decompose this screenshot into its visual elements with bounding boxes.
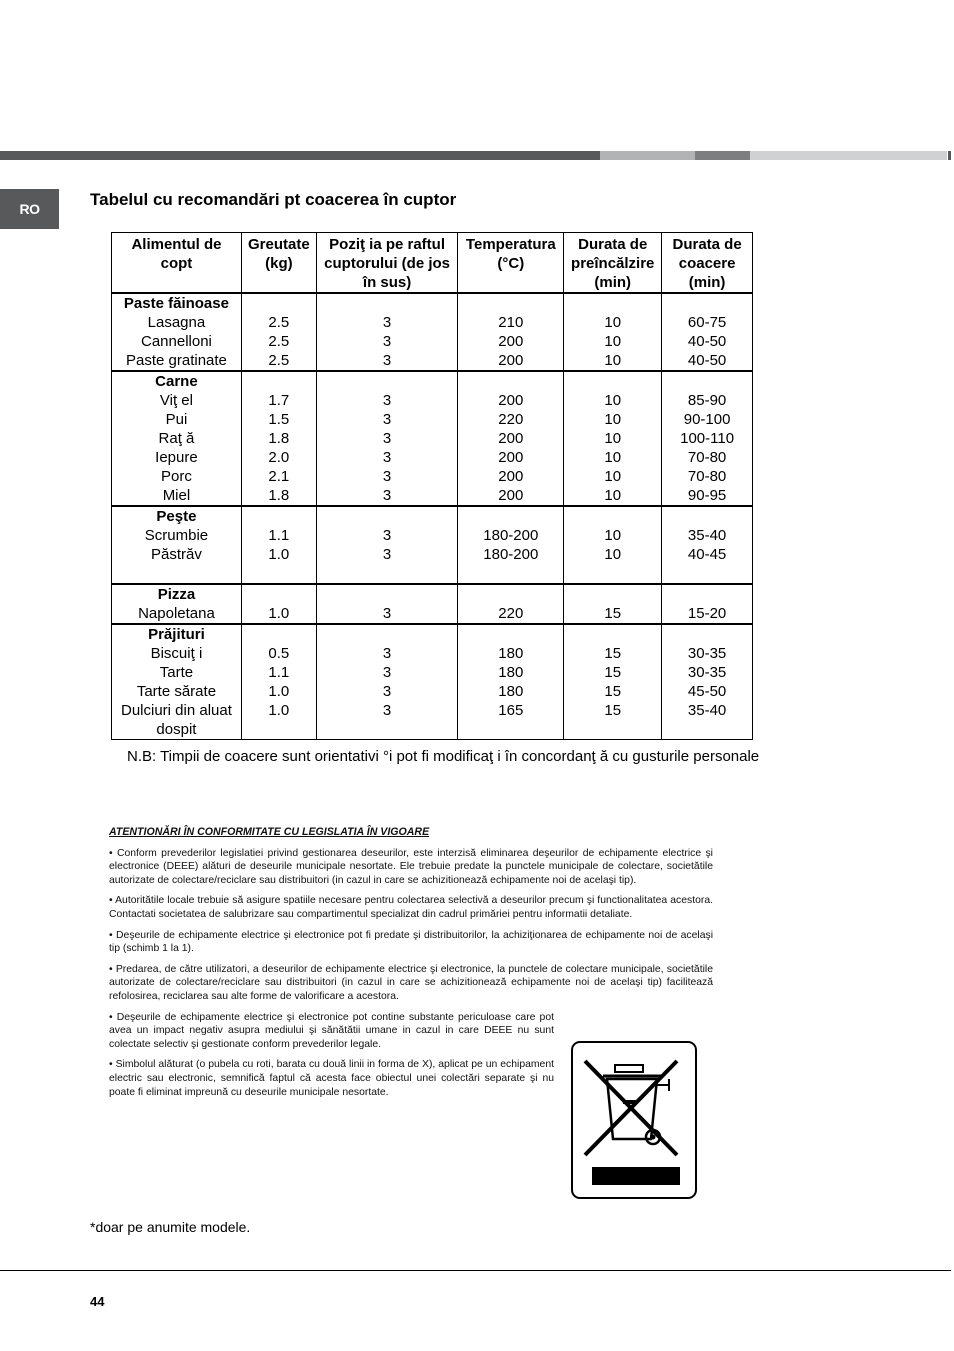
category-spacer — [244, 294, 314, 313]
category-label: Pizza — [157, 586, 196, 603]
cell-food — [112, 371, 242, 506]
category-spacer — [460, 625, 561, 644]
cell-value-rack: 3 — [382, 411, 392, 428]
cell-value-weight: 1.8 — [268, 430, 290, 447]
cell-value-rack — [319, 720, 456, 739]
cell-value-temperature: 180 — [498, 664, 524, 681]
table-header-row — [112, 233, 753, 294]
cell-value-food: Porc — [161, 468, 192, 485]
cell-preheat — [564, 584, 662, 624]
cell-value-temperature: 220 — [498, 411, 524, 428]
cell-value-rack: 3 — [382, 605, 392, 622]
cell-value-temperature — [460, 720, 561, 739]
cell-value-rack: 3 — [382, 314, 392, 331]
cell-value-food: Biscuiţ i — [150, 645, 203, 662]
cell-rack — [316, 584, 458, 624]
cell-value-food: Păstrăv — [151, 546, 202, 563]
note-text: N.B: Timpii de coacere sunt orientativi °i pot fi modificaţ i în concordanţ ă cu gusturile personale — [127, 748, 760, 765]
cell-value-preheat: 10 — [604, 527, 622, 544]
cell-value-food: Iepure — [155, 449, 198, 466]
cell-value-weight: 1.0 — [268, 683, 290, 700]
legal-paragraph: • Autoritătile locale trebuie să asigure spatiile necesare pentru colectarea selectivă a deseurilor precum şi functionalitatea acestora. Contactati societatea de salubrizare sau compartimentul specializat din cadrul primăriei pentru informatii detaliate. — [109, 895, 713, 920]
cell-value-rack: 3 — [382, 449, 392, 466]
header-bar-segment — [750, 151, 947, 160]
cell-cook-time — [662, 371, 753, 506]
cell-preheat — [564, 371, 662, 506]
cell-weight — [241, 293, 316, 371]
cell-value-weight: 1.8 — [268, 487, 290, 504]
category-spacer — [244, 585, 314, 604]
cell-value-cook-time: 15-20 — [687, 605, 727, 622]
category-label: Carne — [155, 373, 198, 390]
cell-value-rack: 3 — [382, 527, 392, 544]
header-bar-segment — [600, 151, 695, 160]
cell-value-cook-time — [664, 564, 750, 583]
category-spacer — [460, 507, 561, 526]
cell-value-preheat: 10 — [604, 314, 622, 331]
cell-rack — [316, 506, 458, 584]
table-group-row — [112, 371, 753, 506]
cell-value-weight: 1.1 — [268, 527, 290, 544]
cell-rack — [316, 624, 458, 740]
cell-preheat — [564, 506, 662, 584]
cell-value-preheat: 10 — [604, 449, 622, 466]
cell-value-rack: 3 — [382, 546, 392, 563]
cell-food — [112, 506, 242, 584]
cell-value-cook-time: 85-90 — [687, 392, 727, 409]
cell-value-temperature: 200 — [498, 449, 524, 466]
cell-value-cook-time: 30-35 — [687, 645, 727, 662]
cell-value-cook-time: 40-45 — [687, 546, 727, 563]
cell-value-preheat: 15 — [604, 664, 622, 681]
cell-value-rack: 3 — [382, 683, 392, 700]
cell-value-cook-time: 100-110 — [680, 430, 735, 447]
cell-value-rack: 3 — [382, 487, 392, 504]
category-spacer — [244, 372, 314, 391]
cell-value-cook-time: 35-40 — [687, 702, 727, 719]
cell-value-cook-time: 35-40 — [687, 527, 727, 544]
cell-value-preheat: 10 — [604, 487, 622, 504]
weee-crossed-bin-icon — [571, 1041, 697, 1199]
category-label: Peşte — [156, 508, 197, 525]
cell-value-rack: 3 — [382, 430, 392, 447]
cell-food — [112, 584, 242, 624]
category-spacer — [664, 585, 750, 604]
cell-value-cook-time: 90-100 — [683, 411, 731, 428]
cell-value-temperature: 220 — [498, 605, 524, 622]
cell-value-preheat: 10 — [604, 430, 622, 447]
cell-value-weight: 2.1 — [268, 468, 290, 485]
cell-value-temperature — [460, 564, 561, 583]
cell-cook-time — [662, 584, 753, 624]
header-bar-segment — [0, 151, 600, 160]
footnote: *doar pe anumite modele. — [90, 1219, 251, 1235]
cell-value-temperature: 200 — [498, 333, 524, 350]
cell-value-cook-time: 30-35 — [687, 664, 727, 681]
category-spacer — [460, 585, 561, 604]
cell-food — [112, 624, 242, 740]
cell-value-preheat — [566, 564, 659, 583]
cell-value-temperature: 165 — [498, 702, 524, 719]
cell-value-temperature: 200 — [498, 352, 524, 369]
cell-value-temperature: 200 — [498, 487, 524, 504]
cell-value-rack: 3 — [382, 468, 392, 485]
cell-temperature — [458, 624, 564, 740]
cell-value-weight: 2.5 — [268, 333, 290, 350]
header-color-bar — [0, 151, 954, 160]
category-spacer — [319, 585, 456, 604]
cell-value-weight: 2.0 — [268, 449, 290, 466]
category-spacer — [566, 585, 659, 604]
category-spacer — [319, 625, 456, 644]
cell-weight — [241, 584, 316, 624]
cell-value-weight: 1.0 — [268, 702, 290, 719]
cell-value-food: Napoletana — [138, 605, 215, 622]
cell-preheat — [564, 624, 662, 740]
cell-value-preheat: 10 — [604, 352, 622, 369]
cell-value-cook-time: 60-75 — [687, 314, 727, 331]
cell-value-food: Miel — [162, 487, 191, 504]
cell-cook-time — [662, 506, 753, 584]
cell-value-cook-time: 70-80 — [687, 468, 727, 485]
cell-value-cook-time: 45-50 — [687, 683, 727, 700]
cell-value-temperature: 200 — [498, 430, 524, 447]
cell-value-rack: 3 — [382, 664, 392, 681]
table-group-row — [112, 624, 753, 740]
col-header-preheat: Durata de preîncălzire (min) — [564, 233, 662, 294]
header-bar-segment — [948, 151, 951, 160]
category-label: Prăjituri — [148, 626, 205, 643]
cell-value-preheat: 10 — [604, 411, 622, 428]
cell-rack — [316, 371, 458, 506]
table-body — [112, 293, 753, 740]
cell-weight — [241, 624, 316, 740]
legal-paragraph: • Deşeurile de echipamente electrice şi electronice pot fi predate şi distribuitorilor, la achiziţionarea de echipamente noi de acelaşi tip (schimb 1 la 1). — [109, 929, 713, 955]
col-header-cook: Durata de coacere (min) — [662, 233, 753, 294]
cell-value-preheat: 15 — [604, 605, 622, 622]
page-number: 44 — [90, 1294, 105, 1309]
legal-paragraph: • Simbolul alăturat (o pubela cu roti, barata cu două linii in forma de X), aplicat pe un echipament electric sau electronic, semnifică faptul că acesta face obiectul unei colectări separate şi nu poate fi eliminat impreună cu deseurile municipale nesortate. — [109, 1059, 554, 1098]
category-spacer — [460, 372, 561, 391]
cell-value-rack: 3 — [382, 392, 392, 409]
cell-cook-time — [662, 293, 753, 371]
cell-value-temperature: 210 — [498, 314, 524, 331]
cell-value-food: Paste gratinate — [125, 352, 227, 369]
cell-value-rack: 3 — [382, 702, 392, 719]
cell-value-food: Scrumbie — [144, 527, 209, 544]
cell-value-weight: 1.0 — [268, 546, 290, 563]
header-bar-segment — [695, 151, 750, 160]
cell-value-preheat — [566, 720, 659, 739]
cell-value-weight: 0.5 — [268, 645, 290, 662]
cell-value-food: Viţ el — [159, 392, 193, 409]
legal-paragraph: • Deşeurile de echipamente electrice şi electronice pot contine substante periculoase care pot avea un impact negativ asupra mediului şi sănătătii umane in cazul in care DEEE nu sunt colectate selectiv şi gestionate conform prevederilor legale. — [109, 1011, 554, 1050]
cell-value-rack: 3 — [382, 352, 392, 369]
col-header-food: Alimentul de copt — [112, 233, 242, 294]
language-tab: RO — [0, 189, 59, 229]
cell-weight — [241, 506, 316, 584]
cell-rack — [316, 293, 458, 371]
category-spacer — [664, 372, 750, 391]
cell-value-rack: 3 — [382, 333, 392, 350]
cell-value-food: Tarte sărate — [136, 683, 217, 700]
baking-table — [111, 232, 753, 740]
cell-cook-time — [662, 624, 753, 740]
cell-value-weight: 2.5 — [268, 352, 290, 369]
cell-value-cook-time: 90-95 — [687, 487, 727, 504]
col-header-weight: Greutate (kg) — [241, 233, 316, 294]
cell-preheat — [564, 293, 662, 371]
cell-value-weight: 1.5 — [268, 411, 290, 428]
cell-value-preheat: 15 — [604, 645, 622, 662]
cell-value-food: Pui — [165, 411, 188, 428]
cell-value-weight: 2.5 — [268, 314, 290, 331]
cell-temperature — [458, 584, 564, 624]
category-spacer — [664, 625, 750, 644]
cell-value-cook-time — [664, 720, 750, 739]
category-spacer — [319, 372, 456, 391]
cell-value-weight: 1.1 — [268, 664, 290, 681]
cell-value-temperature: 200 — [498, 468, 524, 485]
cell-value-rack: 3 — [382, 645, 392, 662]
table-group-row — [112, 584, 753, 624]
category-label: Paste făinoase — [123, 295, 229, 312]
cell-value-cook-time: 70-80 — [687, 449, 727, 466]
cell-value-preheat: 10 — [604, 333, 622, 350]
category-spacer — [319, 294, 456, 313]
weee-bin-graphic — [573, 1043, 695, 1197]
col-header-rack: Poziţ ia pe raftul cuptorului (de jos în sus) — [316, 233, 458, 294]
category-spacer — [664, 507, 750, 526]
category-spacer — [664, 294, 750, 313]
table-group-row — [112, 293, 753, 371]
cell-temperature — [458, 293, 564, 371]
cell-value-preheat: 10 — [604, 392, 622, 409]
cell-value-preheat: 15 — [604, 683, 622, 700]
cell-value-food: Tarte — [159, 664, 194, 681]
cell-value-preheat: 15 — [604, 702, 622, 719]
cell-value-rack — [319, 564, 456, 583]
page-title: Tabelul cu recomandări pt coacerea în cuptor — [90, 190, 457, 209]
cell-value-weight — [244, 564, 314, 583]
category-spacer — [319, 507, 456, 526]
cell-value-food — [114, 564, 239, 583]
legal-paragraph: • Conform prevederilor legislatiei privind gestionarea deseurilor, este interzisă eliminarea deşeurilor de echipamente electrice şi electronice (DEEE) alături de deseurile municipale nesortate. Ele trebuie predate la punctele municipale de colectare, societătile autorizate de colectare/reciclare sau distribuitori (in cazul in care se achizitionează echipamente noi de acelaşi tip). — [109, 847, 713, 886]
cell-value-preheat: 10 — [604, 468, 622, 485]
cell-value-food: Raţ ă — [158, 430, 195, 447]
cell-value-food: Lasagna — [147, 314, 206, 331]
category-spacer — [244, 507, 314, 526]
cell-value-food: dospit — [156, 721, 197, 738]
category-spacer — [566, 625, 659, 644]
cell-value-temperature: 200 — [498, 392, 524, 409]
cell-value-temperature: 180 — [498, 645, 524, 662]
cell-value-preheat: 10 — [604, 546, 622, 563]
category-spacer — [460, 294, 561, 313]
table-group-row — [112, 506, 753, 584]
cell-value-cook-time: 40-50 — [687, 352, 727, 369]
cell-value-food: Cannelloni — [141, 333, 212, 350]
cell-value-cook-time: 40-50 — [687, 333, 727, 350]
category-spacer — [566, 507, 659, 526]
cell-food — [112, 293, 242, 371]
category-spacer — [566, 372, 659, 391]
legal-heading: ATENTIONĂRI ÎN CONFORMITATE CU LEGISLATIA ÎN VIGOARE — [109, 826, 430, 838]
footer-divider — [0, 1270, 951, 1271]
cell-value-temperature: 180-200 — [483, 546, 539, 563]
cell-temperature — [458, 371, 564, 506]
cell-value-temperature: 180-200 — [483, 527, 539, 544]
col-header-temp: Temperatura (°C) — [458, 233, 564, 294]
category-spacer — [244, 625, 314, 644]
legal-paragraph: • Predarea, de către utilizatori, a deseurilor de echipamente electrice şi electronice, la punctele de colectare municipale, societătile autorizate de colectare/reciclare sau distribuitori (in cazul in care se achizitionează echipamente noi de acelaşi tip) facilitează refolosirea, reciclarea sau alte forme de valorificare a acestora. — [109, 963, 713, 1002]
category-spacer — [566, 294, 659, 313]
cell-temperature — [458, 506, 564, 584]
cell-value-weight: 1.7 — [268, 392, 290, 409]
cell-value-weight — [244, 720, 314, 739]
cell-value-food: Dulciuri din aluat — [121, 702, 232, 719]
cell-value-weight: 1.0 — [268, 605, 290, 622]
cell-weight — [241, 371, 316, 506]
cell-value-temperature: 180 — [498, 683, 524, 700]
